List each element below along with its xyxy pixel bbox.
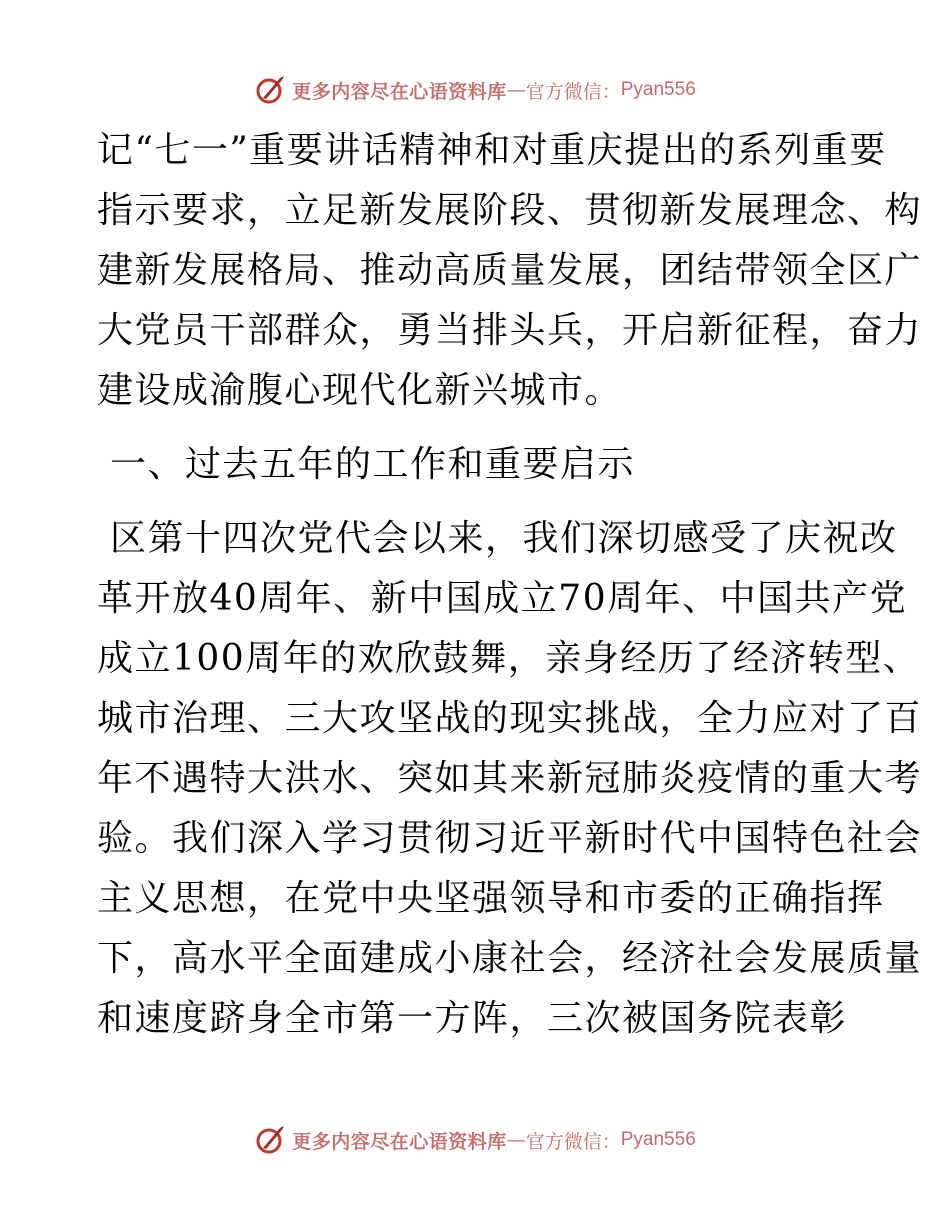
text-line: 建设成渝腹心现代化新兴城市。	[97, 370, 623, 411]
banner-official-label: 官方微信：	[525, 1130, 621, 1153]
banner-brand-text: 更多内容尽在心语资料库	[292, 80, 507, 103]
header-banner	[0, 70, 950, 110]
text-line: 指示要求，立足新发展阶段、贯彻新发展理念、构	[97, 190, 923, 231]
text-line: 记“七一”重要讲话精神和对重庆提出的系列重要	[97, 130, 887, 171]
document-body	[97, 121, 923, 1049]
banner-wechat-id: Pyan556	[620, 1129, 696, 1150]
text-line: 城市治理、三大攻坚战的现实挑战，全力应对了百	[97, 698, 923, 739]
text-line: 革开放40周年、新中国成立70周年、中国共产党	[97, 578, 908, 619]
text-line: 主义思想，在党中央坚强领导和市委的正确指挥	[97, 878, 885, 919]
quill-ring-logo-icon	[254, 1124, 286, 1156]
text-line: 大党员干部群众，勇当排头兵，开启新征程，奋力	[97, 310, 923, 351]
text-line: 和速度跻身全市第一方阵，三次被国务院表彰	[97, 998, 848, 1039]
paragraph-2	[97, 509, 923, 1049]
banner-official-label: 官方微信：	[525, 80, 621, 103]
text-line: 建新发展格局、推动高质量发展，团结带领全区广	[97, 250, 923, 291]
text-line: 验。我们深入学习贯彻习近平新时代中国特色社会	[97, 818, 923, 859]
text-line: 成立100周年的欢欣鼓舞，亲身经历了经济转型、	[97, 638, 921, 679]
text-line: 区第十四次党代会以来，我们深切感受了庆祝改	[97, 518, 898, 559]
quill-ring-logo-icon	[254, 74, 286, 106]
text-line: 下，高水平全面建成小康社会，经济社会发展质量	[97, 938, 923, 979]
footer-banner	[0, 1120, 950, 1160]
banner-wechat-id: Pyan556	[620, 79, 696, 100]
section-heading: 一、过去五年的工作和重要启示	[97, 444, 635, 485]
banner-brand-text: 更多内容尽在心语资料库	[292, 1130, 507, 1153]
banner-dash: —	[506, 1129, 526, 1151]
banner-dash: —	[506, 79, 526, 101]
text-line: 年不遇特大洪水、突如其来新冠肺炎疫情的重大考	[97, 758, 923, 799]
paragraph-1	[97, 121, 923, 421]
